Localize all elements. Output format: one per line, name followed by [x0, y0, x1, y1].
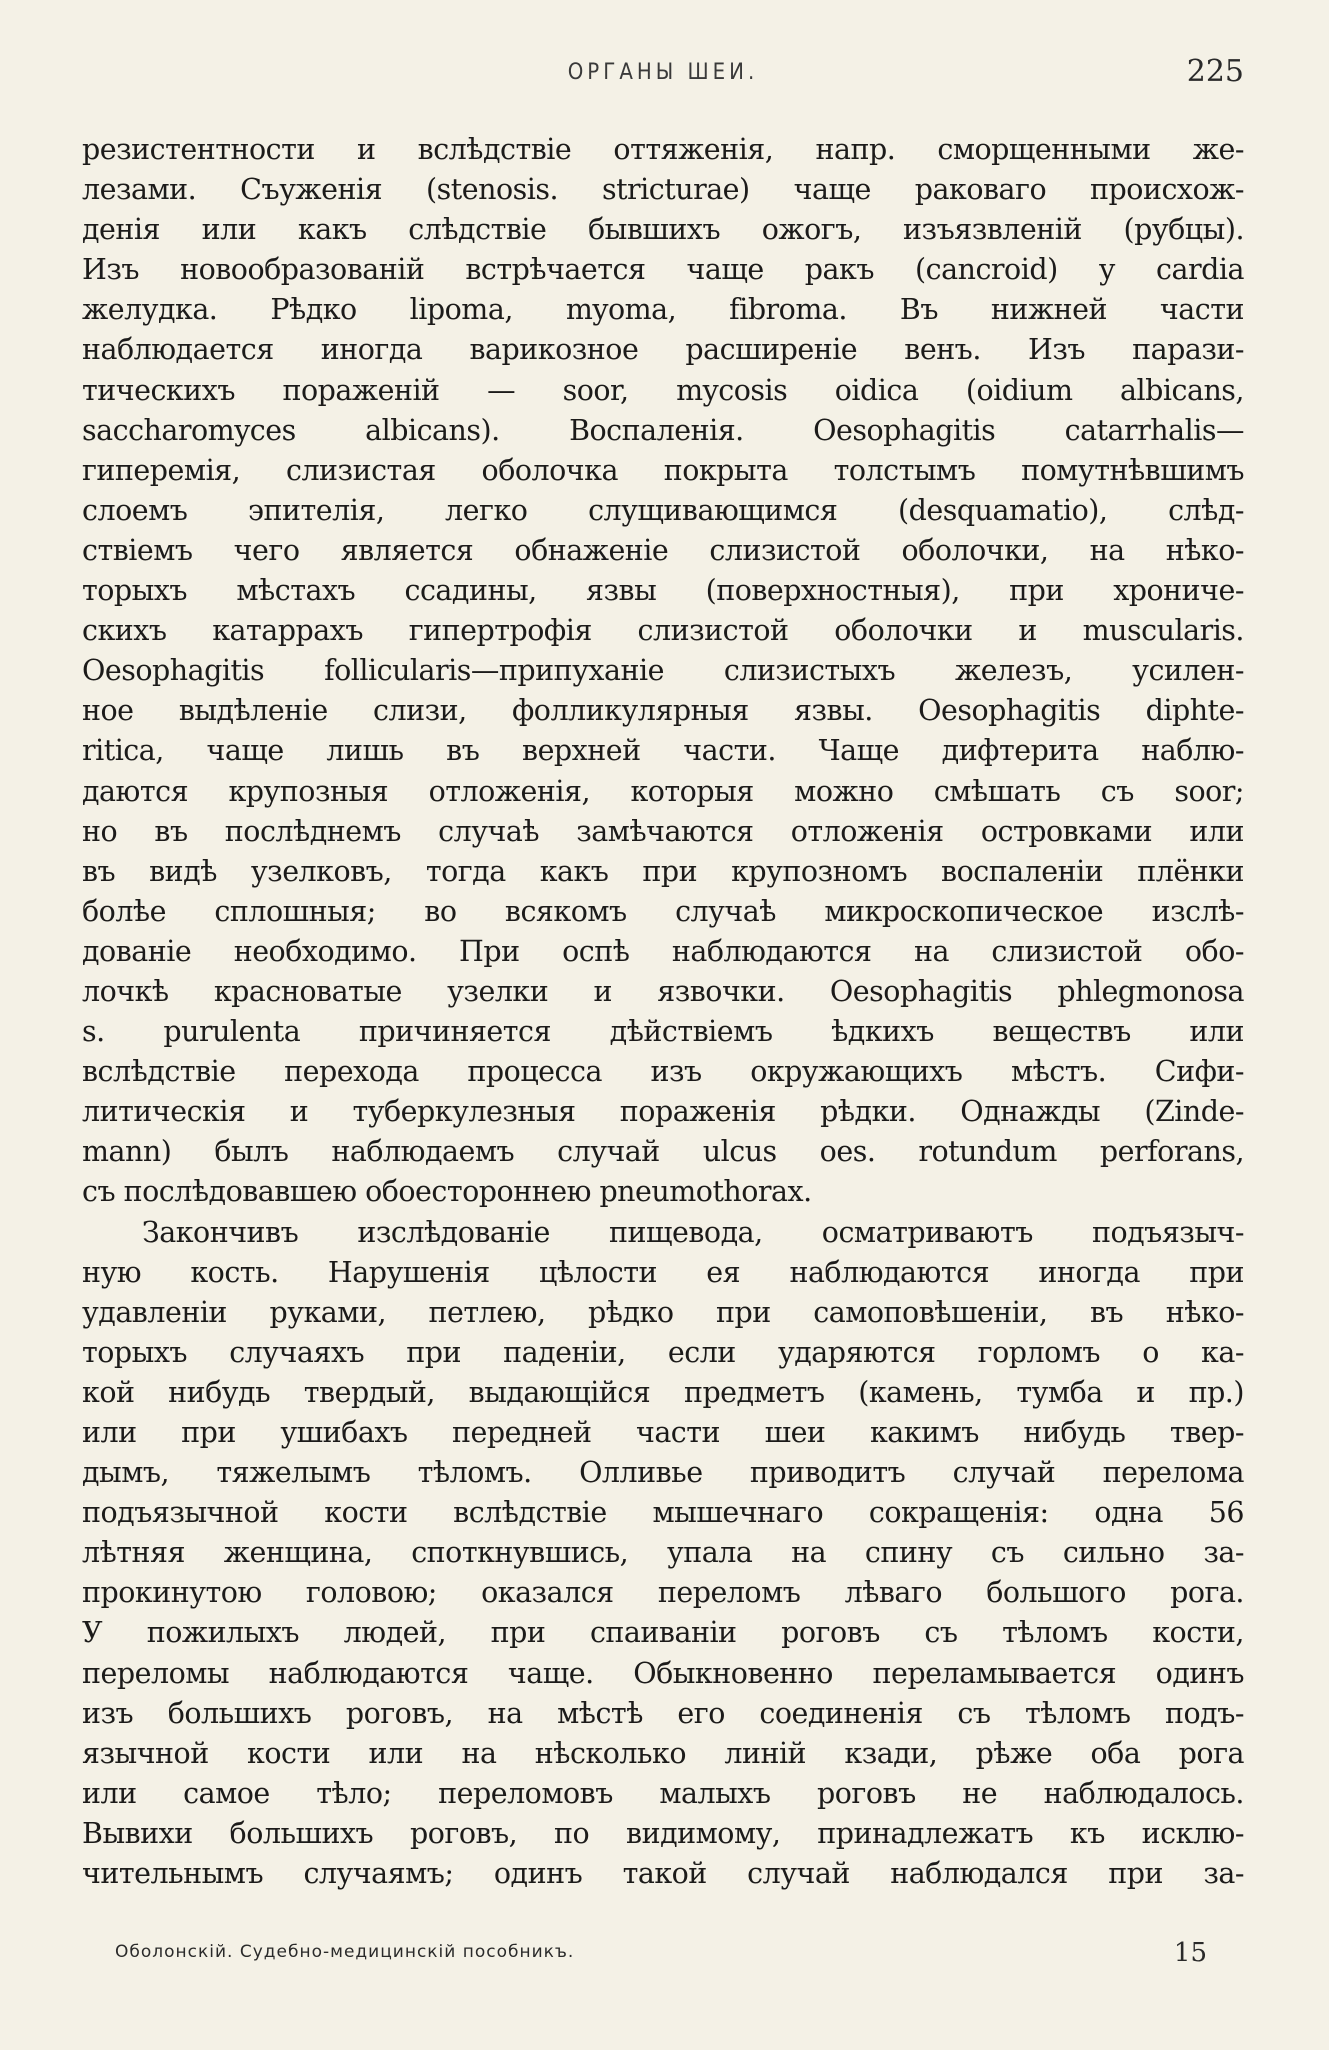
- text-line: язычной кости или на нѣсколько линій кзади, рѣже оба рога: [82, 1736, 1244, 1770]
- text-line: слоемъ эпителія, легко слущивающимся (desquamatio), слѣд-: [82, 493, 1244, 527]
- text-line: наблюдается иногда варикозное расширеніе венъ. Изъ парази-: [82, 333, 1244, 367]
- text-line: скихъ катаррахъ гипертрофія слизистой оболочки и muscularis.: [82, 614, 1244, 648]
- footer-sheet-number: 15: [1173, 1938, 1207, 1968]
- text-line: подъязычной кости вслѣдствіе мышечнаго сокращенія: одна 56: [82, 1496, 1244, 1530]
- text-line: въ видѣ узелковъ, тогда какъ при крупозномъ воспаленіи плёнки: [82, 854, 1244, 888]
- page-number: 225: [1186, 54, 1244, 89]
- paragraph-2: [82, 1213, 1244, 1895]
- text-line: или самое тѣло; переломовъ малыхъ роговъ не наблюдалось.: [82, 1776, 1244, 1810]
- text-line: денія или какъ слѣдствіе бывшихъ ожогъ, изъязвленій (рубцы).: [82, 213, 1244, 247]
- text-line: изъ большихъ роговъ, на мѣстѣ его соединенія съ тѣломъ подъ-: [82, 1696, 1244, 1730]
- text-line: Закончивъ изслѣдованіе пищевода, осматриваютъ подъязыч-: [142, 1215, 1244, 1249]
- text-line: лѣтняя женщина, споткнувшись, упала на спину съ сильно за-: [82, 1536, 1244, 1570]
- text-line: лочкѣ красноватые узелки и язвочки. Oesophagitis phlegmonosa: [82, 974, 1244, 1008]
- text-line: резистентности и вслѣдствіе оттяженія, напр. сморщенными же-: [82, 133, 1244, 166]
- text-line: ritica, чаще лишь въ верхней части. Чаще дифтерита наблю-: [82, 734, 1244, 768]
- text-line: чительнымъ случаямъ; одинъ такой случай наблюдался при за-: [82, 1857, 1244, 1891]
- text-line: литическія и туберкулезныя пораженія рѣдки. Однажды (Zinde-: [82, 1095, 1244, 1129]
- text-line: Oesophagitis follicularis—припуханіе слизистыхъ железъ, усилен-: [82, 654, 1244, 688]
- footer-signature: Оболонскій. Судебно-медицинскій пособникъ.: [115, 1942, 575, 1962]
- text-line: удавленіи руками, петлею, рѣдко при самоповѣшеніи, въ нѣко-: [82, 1295, 1244, 1329]
- text-line: гиперемія, слизистая оболочка покрыта толстымъ помутнѣвшимъ: [82, 453, 1244, 487]
- text-line: дымъ, тяжелымъ тѣломъ. Олливье приводитъ случай перелома: [82, 1456, 1244, 1490]
- text-line: тическихъ пораженій — soor, mycosis oidica (oidium albicans,: [82, 373, 1244, 407]
- text-line: Изъ новообразованій встрѣчается чаще ракъ (cancroid) у cardia: [82, 253, 1244, 287]
- text-line: дованіе необходимо. При оспѣ наблюдаются на слизистой обо-: [82, 934, 1244, 968]
- text-line: прокинутою головою; оказался переломъ лѣваго большого рога.: [82, 1576, 1244, 1610]
- text-line: торыхъ мѣстахъ ссадины, язвы (поверхностныя), при хрониче-: [82, 574, 1244, 608]
- text-line: Вывихи большихъ роговъ, по видимому, принадлежатъ къ исклю-: [82, 1816, 1244, 1850]
- text-line: mann) былъ наблюдаемъ случай ulcus oes. rotundum perforans,: [82, 1135, 1244, 1169]
- footer: [115, 1938, 1207, 1974]
- text-line: ное выдѣленіе слизи, фолликулярныя язвы. Oesophagitis diphte-: [82, 694, 1244, 728]
- text-line: ствіемъ чего является обнаженіе слизистой оболочки, на нѣко-: [82, 533, 1244, 567]
- text-line: ную кость. Нарушенія цѣлости ея наблюдаются иногда при: [82, 1255, 1244, 1289]
- running-title: ОРГАНЫ ШЕИ.: [567, 60, 759, 85]
- text-line: болѣе сплошныя; во всякомъ случаѣ микроскопическое изслѣ-: [82, 894, 1244, 928]
- text-line: кой нибудь твердый, выдающійся предметъ (камень, тумба и пр.): [82, 1375, 1244, 1409]
- body-text: [82, 130, 1244, 1894]
- text-line: желудка. Рѣдко lipoma, myoma, fibroma. Въ нижней части: [82, 293, 1244, 327]
- text-line: переломы наблюдаются чаще. Обыкновенно переламывается одинъ: [82, 1656, 1244, 1690]
- text-line: s. purulenta причиняется дѣйствіемъ ѣдкихъ веществъ или: [82, 1015, 1244, 1049]
- text-line: торыхъ случаяхъ при паденіи, если ударяются горломъ о ка-: [82, 1335, 1244, 1369]
- paragraph-1: [82, 130, 1244, 1213]
- page: [82, 54, 1244, 1894]
- text-line: У пожилыхъ людей, при спаиваніи роговъ съ тѣломъ кости,: [82, 1616, 1244, 1650]
- text-line: или при ушибахъ передней части шеи какимъ нибудь твер-: [82, 1416, 1244, 1449]
- running-head: [82, 54, 1244, 100]
- text-line: даются крупозныя отложенія, которыя можно смѣшать съ soor;: [82, 774, 1244, 808]
- text-line: но въ послѣднемъ случаѣ замѣчаются отложенія островками или: [82, 814, 1244, 848]
- text-line: вслѣдствіе перехода процесса изъ окружающихъ мѣстъ. Сифи-: [82, 1055, 1244, 1089]
- text-line: съ послѣдовавшею обоестороннею pneumothorax.: [82, 1175, 812, 1209]
- text-line: лезами. Съуженія (stenosis. stricturae) чаще раковаго происхож-: [82, 173, 1244, 207]
- text-line: saccharomyces albicans). Воспаленія. Oesophagitis catarrhalis—: [82, 413, 1244, 447]
